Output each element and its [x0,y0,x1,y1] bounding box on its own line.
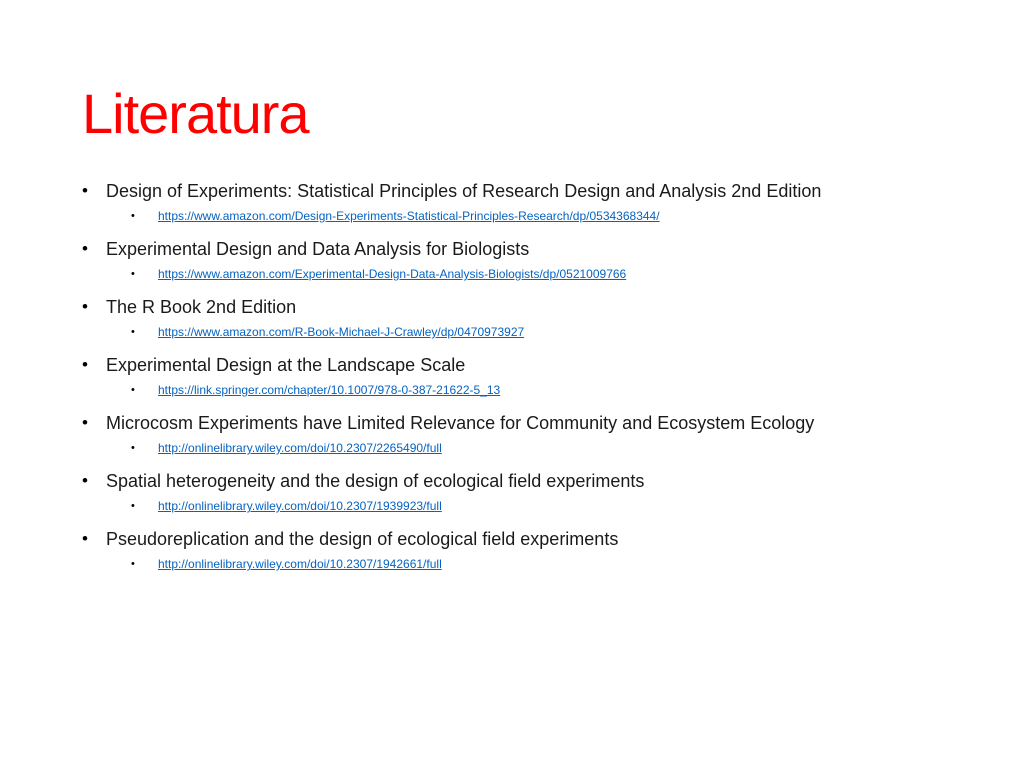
reference-item [0,408,1024,466]
sub-bullet-icon: • [131,442,135,454]
sub-bullet-icon: • [131,500,135,512]
bullet-icon: • [82,181,88,200]
reference-row [82,526,1002,552]
reference-link[interactable]: http://onlinelibrary.wiley.com/doi/10.2307/1939923/full [158,499,442,513]
reference-link[interactable]: https://www.amazon.com/Design-Experiments-Statistical-Principles-Research/dp/0534368344/ [158,209,660,223]
reference-row [82,352,1002,378]
reference-link[interactable]: http://onlinelibrary.wiley.com/doi/10.2307/2265490/full [158,441,442,455]
reference-link[interactable]: https://www.amazon.com/Experimental-Design-Data-Analysis-Biologists/dp/0521009766 [158,267,627,281]
reference-row [82,410,1002,436]
reference-item [0,176,1024,234]
reference-link[interactable]: https://link.springer.com/chapter/10.1007/978-0-387-21622-5_13 [158,383,501,397]
reference-title: Design of Experiments: Statistical Principles of Research Design and Analysis 2nd Edition [106,181,822,201]
reference-item [0,350,1024,408]
sub-bullet-icon: • [131,384,135,396]
reference-link-row [131,554,442,574]
sub-bullet-icon: • [131,558,135,570]
sub-bullet-icon: • [131,326,135,338]
reference-title: Spatial heterogeneity and the design of ecological field experiments [106,471,645,491]
reference-item [0,466,1024,524]
reference-link-row [131,438,442,458]
bullet-icon: • [82,297,88,316]
reference-list [0,176,1024,582]
reference-row [82,178,1002,204]
reference-link-row [131,380,500,400]
reference-title: The R Book 2nd Edition [106,297,297,317]
reference-title: Microcosm Experiments have Limited Relevance for Community and Ecosystem Ecology [106,413,815,433]
reference-title: Pseudoreplication and the design of ecological field experiments [106,529,619,549]
reference-item [0,292,1024,350]
bullet-icon: • [82,355,88,374]
bullet-icon: • [82,529,88,548]
reference-link-row [131,264,626,284]
bullet-icon: • [82,413,88,432]
reference-title: Experimental Design at the Landscape Scale [106,355,466,375]
reference-link[interactable]: http://onlinelibrary.wiley.com/doi/10.2307/1942661/full [158,557,442,571]
reference-link-row [131,322,524,342]
reference-title: Experimental Design and Data Analysis for Biologists [106,239,530,259]
bullet-icon: • [82,471,88,490]
reference-row [82,468,1002,494]
slide-title: Literatura [82,82,309,145]
reference-link[interactable]: https://www.amazon.com/R-Book-Michael-J-Crawley/dp/0470973927 [158,325,525,339]
reference-item [0,524,1024,582]
sub-bullet-icon: • [131,268,135,280]
reference-link-row [131,206,660,226]
bullet-icon: • [82,239,88,258]
reference-item [0,234,1024,292]
reference-row [82,294,1002,320]
reference-row [82,236,1002,262]
reference-link-row [131,496,442,516]
sub-bullet-icon: • [131,210,135,222]
